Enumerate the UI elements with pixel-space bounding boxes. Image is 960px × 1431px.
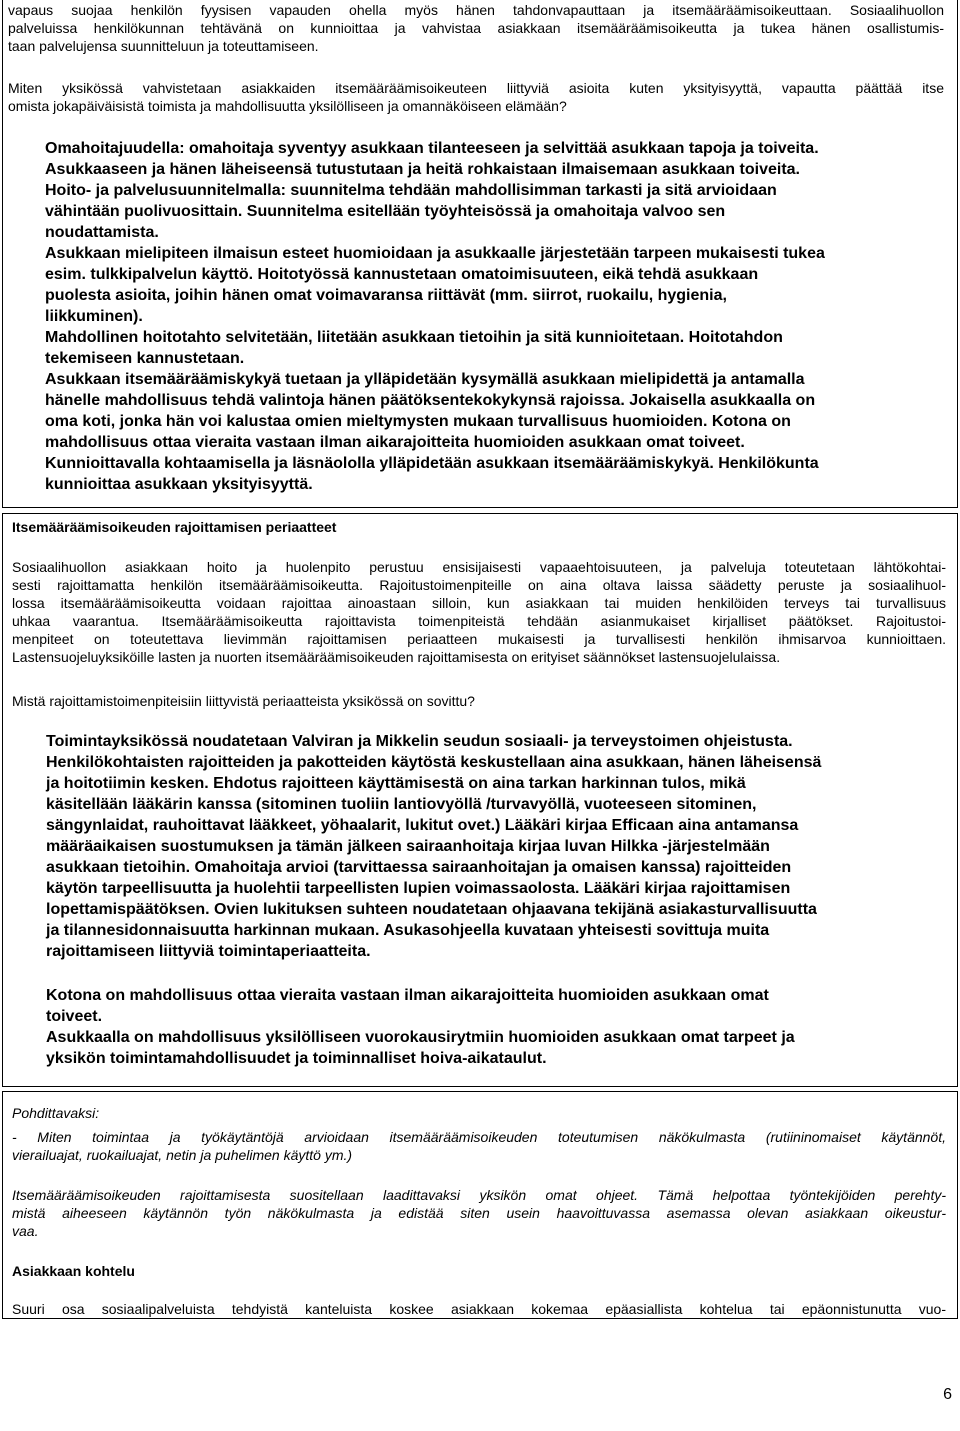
text-line: mistä aiheeseen käytännön työn näkökulmasta ja edistää siten usein haavoittuvassa asemassa olevan asiakkaan oikeustur- [12,1205,946,1221]
text-line: Itsemääräämisoikeuden rajoittamisesta suositellaan laadittavaksi yksikön omat ohjeet. Tämä helpottaa työntekijöiden perehty- [12,1187,946,1203]
text-line: käsitellään lääkärin kanssa (sitominen tuoliin lantiovyöllä /turvavyöllä, vuoteeseen sitominen, [46,796,757,813]
text-line: Lastensuojeluyksiköille lasten ja nuorten itsemääräämisoikeuden rajoittamisesta on erityiset säännökset lastensuojelulaissa. [12,649,781,665]
text-line: Kunnioittavalla kohtaamisella ja läsnäololla ylläpidetään asukkaan itsemääräämiskykyä. Henkilökunta [45,455,819,472]
text-line: vapaus suojaa henkilön fyysisen vapauden ohella myös hänen tahdonvapauttaan ja itsemääräämisoikeuttaan. Sosiaalihuollon [8,2,944,18]
text-line: vaa. [12,1223,39,1239]
text-line: mahdollisuus ottaa vieraita vastaan ilman aikarajoitteita huomioiden asukkaan omat toiveet. [45,434,745,451]
text-line: kunnioittaa asukkaan yksityisyyttä. [45,476,313,493]
reflection-item-2 [12,1186,946,1240]
text-line: noudattamista. [45,224,159,241]
text-line: käytön tarpeellisuutta ja huolehtii tarpeellisten lupien voimassaolosta. Lääkäri kirjaa rajoittamisen [46,880,791,897]
text-line: palveluissa henkilökunnan tehtävänä on kunnioittaa ja vahvistaa asiakkaan itsemääräämisoikeutta ja tukea hänen osallistumis- [8,20,944,36]
text-line: Suuri osa sosiaalipalveluista tehdyistä kanteluista koskee asiakkaan kokemaa epäasiallista kohtelua tai epäonnistunutta vuo- [12,1301,946,1317]
text-line: vähintään puolivuosittain. Suunnitelma esitellään työyhteisössä ja omahoitaja valvoo sen [45,203,726,220]
answer-paragraph [45,138,945,495]
text-line: hänelle mahdollisuus tehdä valintoja hänen päätöksentekokykynsä rajoissa. Jokaisella asukkaalla on [45,392,816,409]
text-line: Asukkaan mielipiteen ilmaisun esteet huomioidaan ja asukkaalle järjestetään tarpeen mukaisesti tukea [45,245,825,262]
reflection-item-1 [12,1128,946,1164]
text-line: Asukkaaseen ja hänen läheiseensä tutustutaan ja heitä rohkaistaan ilmaisemaan asukkaan toiveita. [45,161,800,178]
section-heading-restriction-principles: Itsemääräämisoikeuden rajoittamisen periaatteet [12,519,337,535]
text-line: ja tilannesidonnaisuutta harkinnan mukaan. Asukasohjeella kuvataan yhteisesti sovittuja muita [46,922,770,939]
text-line: Hoito- ja palvelusuunnitelmalla: suunnitelma tehdään mahdollisimman tarkasti ja sitä arvioidaan [45,182,777,199]
restriction-answer-paragraph-2 [46,985,946,1069]
text-line: rajoittamiseen liittyviä toimintaperiaatteita. [46,943,371,960]
page-number: 6 [943,1386,952,1403]
restriction-question: Mistä rajoittamistoimenpiteisiin liittyvistä periaatteista yksikössä on sovittu? [12,693,475,709]
question-paragraph [8,79,944,115]
text-line: omista jokapäiväisistä toimista ja mahdollisuutta yksilölliseen ja omannäköiseen elämään? [8,98,567,114]
text-line: asukkaan tietoihin. Omahoitaja arvioi (tarvittaessa sairaanhoitajan ja omaisen kanssa) rajoitteiden [46,859,792,876]
restriction-answer-paragraph [46,731,946,962]
section-heading-client-treatment: Asiakkaan kohtelu [12,1263,135,1279]
text-line: määräaikaisen suostumuksen ja tämän jälkeen sairaanhoitaja kirjaa luvan Hilkka -järjestelmään [46,838,770,855]
text-line: sängynlaidat, rauhoittavat lääkkeet, yöhaalarit, lukitut ovet.) Lääkäri kirjaa Efficaan aina antamansa [46,817,799,834]
text-line: yksikön toimintamahdollisuudet ja toiminnalliset hoiva-aikataulut. [46,1050,547,1067]
intro-paragraph [8,1,944,55]
text-line: vierailuajat, ruokailuajat, netin ja puhelimen käyttö ym.) [12,1147,353,1163]
text-line: lopettamispäätöksen. Ovien lukituksen suhteen noudatetaan ohjaavana tekijänä asiakasturvallisuutta [46,901,817,918]
text-line: Omahoitajuudella: omahoitaja syventyy asukkaan tilanteeseen ja selvittää asukkaan tapoja ja toiveita. [45,140,819,157]
text-line: oma koti, jonka hän voi kalustaa omien mieltymysten mukaan turvallisuus huomioiden. Kotona on [45,413,791,430]
client-treatment-body [12,1300,946,1318]
text-line: taan palvelujensa suunnitteluun ja toteuttamiseen. [8,38,319,54]
text-line: - Miten toimintaa ja työkäytäntöjä arvioidaan itsemääräämisoikeuden toteutumisen näkökulmasta (rutiininomaiset käytännöt, [12,1129,946,1145]
text-line: puolesta asioita, joihin hänen omat voimavaransa riittävät (mm. siirrot, ruokailu, hygienia, [45,287,727,304]
text-line: ja hoitotiimin kesken. Ehdotus rajoitteen käyttämisestä on aina tarkan harkinnan tulos, mikä [46,775,746,792]
text-line: Mahdollinen hoitotahto selvitetään, liitetään asukkaan tietoihin ja sitä kunnioitetaan. Hoitotahdon [45,329,783,346]
text-line: Asukkaan itsemääräämiskykyä tuetaan ja ylläpidetään kysymällä asukkaan mielipidettä ja antamalla [45,371,805,388]
text-line: Sosiaalihuollon asiakkaan hoito ja huolenpito perustuu ensisijaisesti vapaaehtoisuuteen, ja palveluja toteutetaan lähtökohtai- [12,559,946,575]
reflection-label: Pohdittavaksi: [12,1105,100,1121]
text-line: Miten yksikössä vahvistetaan asiakkaiden itsemääräämisoikeuteen liittyviä asioita kuten yksityisyyttä, vapautta päättää itse [8,80,944,96]
text-line: toiveet. [46,1008,103,1025]
restriction-body-paragraph [12,558,946,666]
text-line: tekemiseen kannustetaan. [45,350,245,367]
text-line: esim. tulkkipalvelun käyttö. Hoitotyössä kannustetaan omatoimisuuteen, eikä tehdä asukkaan [45,266,759,283]
text-line: liikkuminen). [45,308,143,325]
text-line: lossa itsemääräämisoikeutta voidaan rajoittaa ainoastaan silloin, kun asiakkaan tai muiden henkilöiden terveys tai turvallisuus [12,595,946,611]
text-line: Kotona on mahdollisuus ottaa vieraita vastaan ilman aikarajoitteita huomioiden asukkaan omat [46,987,769,1004]
text-line: Toimintayksikössä noudatetaan Valviran ja Mikkelin seudun sosiaali- ja terveystoimen ohjeistusta. [46,733,793,750]
text-line: uhkaa vaarantua. Itsemääräämisoikeutta rajoittavista toimenpiteistä tehdään asianmukaiset kirjalliset päätökset. Rajoitustoi- [12,613,946,629]
text-line: sesti rajoittamatta henkilön itsemääräämisoikeutta. Rajoitustoimenpiteille on aina oltava laissa säädetty peruste ja sosiaalihuol- [12,577,946,593]
text-line: Henkilökohtaisten rajoitteiden ja pakotteiden käytöstä keskustellaan aina asukkaan, hänen läheisensä [46,754,822,771]
text-line: Asukkaalla on mahdollisuus yksilölliseen vuorokausirytmiin huomioiden asukkaan omat tarpeet ja [46,1029,795,1046]
text-line: menpiteet on toteutettava lievimmän rajoittamisen periaatteen mukaisesti ja turvallisesti henkilön ihmisarvoa kunnioittaen. [12,631,946,647]
